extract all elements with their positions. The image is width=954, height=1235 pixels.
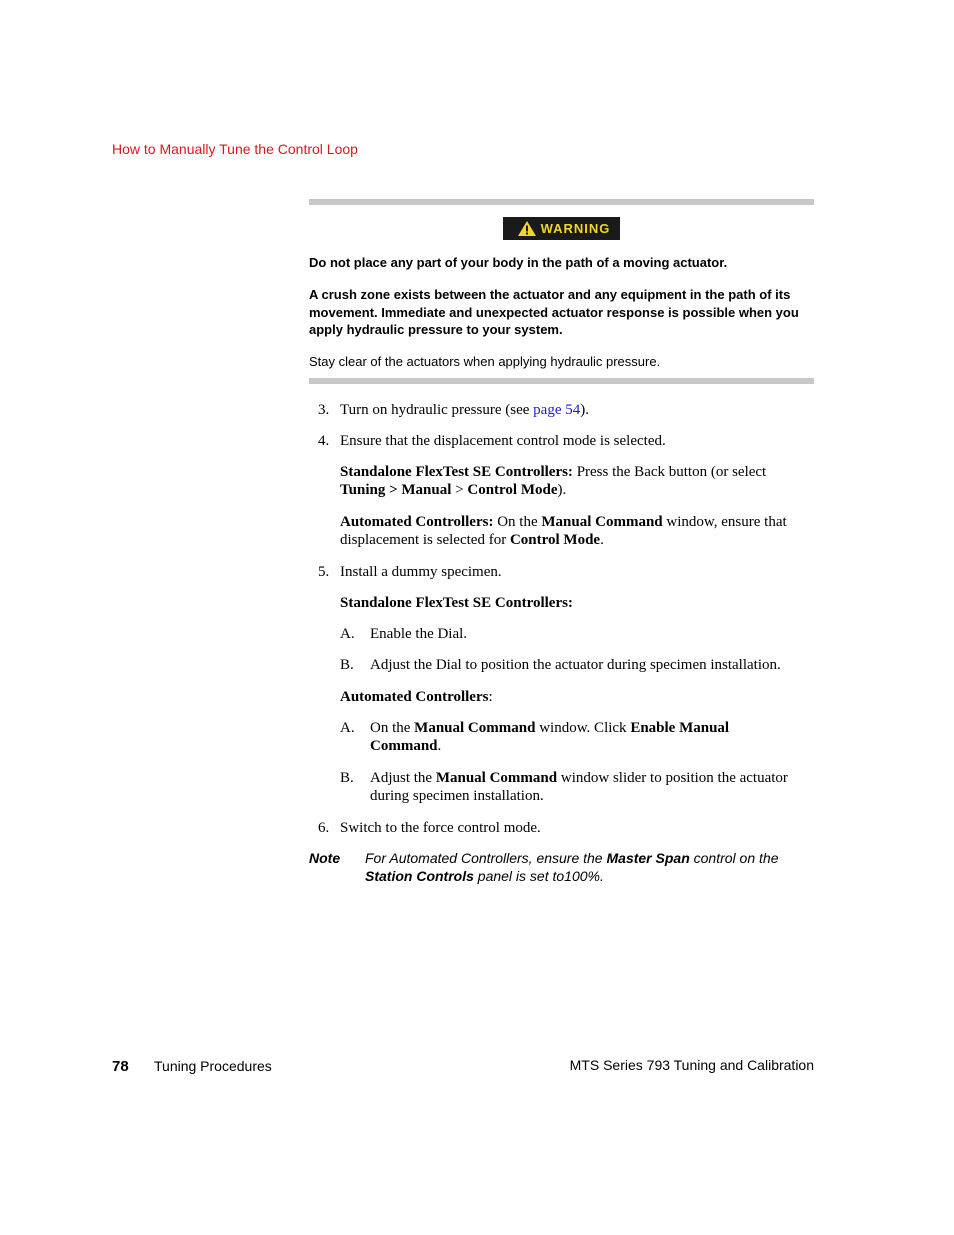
step-6-text: Switch to the force control mode. (340, 820, 541, 836)
warning-top-rule (309, 199, 814, 205)
step-5-text: Install a dummy specimen. (340, 564, 502, 580)
note-text: For Automated Controllers, ensure the Master Span control on the Station Controls panel is set to100%. (365, 850, 779, 884)
step-5-automated-a-text: On the Manual Command window. Click Enable Manual Command. (370, 720, 730, 754)
warning-triangle-icon (517, 220, 537, 237)
step-5-automated-label: Automated Controllers: (340, 689, 493, 705)
warning-label: WARNING (540, 221, 611, 236)
running-head: How to Manually Tune the Control Loop (112, 141, 358, 157)
step-5-standalone-b-letter: B. (340, 657, 354, 673)
warning-badge (503, 217, 620, 240)
step-3-number: 3. (318, 402, 330, 418)
footer-section-title: Tuning Procedures (154, 1058, 272, 1074)
step-6-number: 6. (318, 820, 330, 836)
step-5-standalone-a-text: Enable the Dial. (370, 626, 468, 642)
warning-bottom-rule (309, 378, 814, 384)
warning-line-3: Stay clear of the actuators when applying hydraulic pressure. (309, 354, 661, 369)
step-4-automated-paragraph: Automated Controllers: On the Manual Command window, ensure that displacement is selected for Control Mode. (340, 514, 787, 548)
step-4-standalone-paragraph: Standalone FlexTest SE Controllers: Press the Back button (or select Tuning > Manual > Control Mode). (340, 464, 767, 498)
step-5-automated-a-letter: A. (340, 720, 355, 736)
step-5-automated-b-letter: B. (340, 770, 354, 786)
page-number: 78 (112, 1058, 129, 1075)
note-label: Note (309, 850, 341, 866)
footer-document-title: MTS Series 793 Tuning and Calibration (569, 1057, 814, 1073)
step-5-standalone-b-text: Adjust the Dial to position the actuator during specimen installation. (370, 657, 781, 673)
step-5-number: 5. (318, 564, 330, 580)
step-4-text: Ensure that the displacement control mode is selected. (340, 433, 666, 449)
step-5-automated-b-text: Adjust the Manual Command window slider to position the actuator during specimen installation. (370, 770, 788, 804)
warning-line-2: A crush zone exists between the actuator and any equipment in the path of its movement. Immediate and unexpected actuator response is possible when you apply hydraulic pressure to your system. (309, 287, 799, 337)
page-54-link[interactable]: page 54 (533, 402, 581, 418)
step-5-standalone-label: Standalone FlexTest SE Controllers: (340, 595, 573, 611)
warning-line-1: Do not place any part of your body in the path of a moving actuator. (309, 255, 728, 270)
step-4-number: 4. (318, 433, 330, 449)
step-5-standalone-a-letter: A. (340, 626, 355, 642)
step-3-text: Turn on hydraulic pressure (see page 54). (340, 402, 589, 418)
